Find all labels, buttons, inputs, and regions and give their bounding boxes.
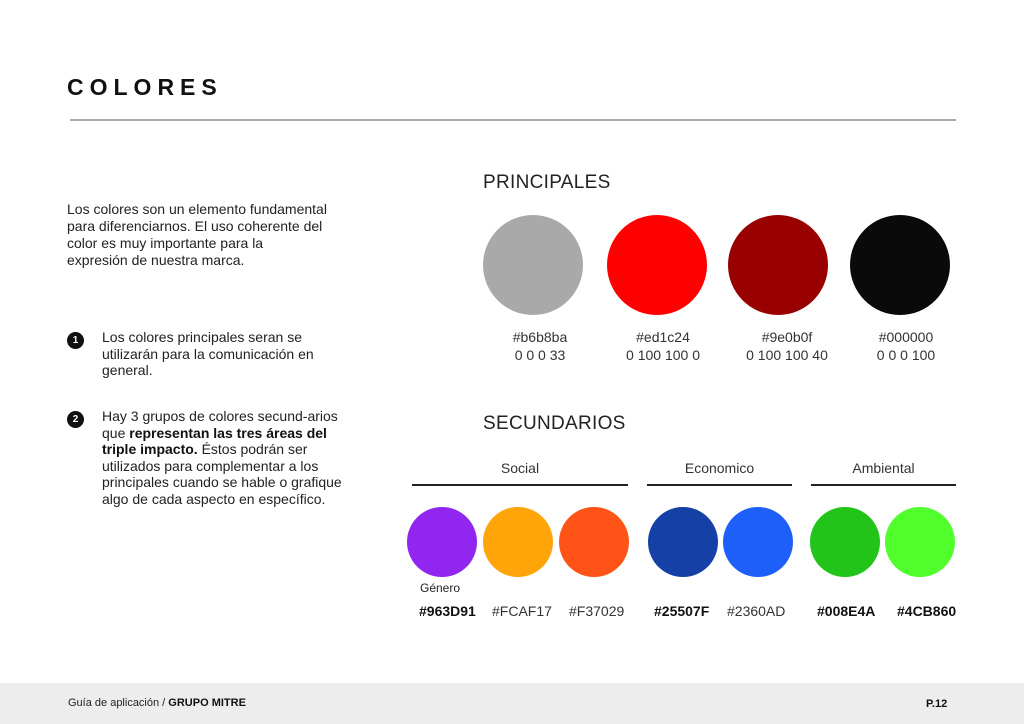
page-number: P.12: [926, 698, 948, 710]
title-divider: [70, 119, 956, 121]
bullet-text-1: Los colores principales seran se utilizarán para la comunicación en general.: [102, 329, 314, 378]
group-label-social: Social: [500, 460, 540, 476]
secundario-hex-1: #963D91: [419, 603, 476, 619]
principales-title: PRINCIPALES: [483, 172, 611, 193]
swatch-principal-2: [607, 215, 707, 315]
principal-label-2: [598, 328, 728, 364]
bullet-text-2-pre: Hay 3 grupos de colores secund-arios que: [102, 408, 338, 441]
swatch-secundario-2: [483, 507, 553, 577]
secundario-hex-2: #FCAF17: [492, 603, 552, 619]
genero-label: Género: [420, 581, 461, 595]
principal-hex-1: #b6b8ba: [512, 329, 568, 345]
principal-label-4: [841, 328, 971, 364]
swatch-secundario-1: [407, 507, 477, 577]
footer-brand: GRUPO MITRE: [168, 697, 246, 709]
principal-cmyk-3: 0 100 100 40: [746, 347, 828, 363]
group-label-economico: Economico: [684, 460, 755, 476]
bullet-text-2: [102, 408, 357, 507]
bullet-text-2-bold: representan las tres áreas del triple impacto.: [102, 424, 327, 457]
swatch-secundario-3: [559, 507, 629, 577]
principal-cmyk-2: 0 100 100 0: [626, 347, 700, 363]
secundarios-title: SECUNDARIOS: [483, 413, 626, 434]
swatch-principal-4: [850, 215, 950, 315]
number-badge-1: 1: [67, 332, 84, 349]
footer-credit: [68, 697, 246, 709]
swatch-principal-3: [728, 215, 828, 315]
swatch-secundario-6: [810, 507, 880, 577]
group-divider-ambiental: [811, 484, 956, 486]
intro-paragraph: Los colores son un elemento fundamental para diferenciarnos. El uso coherente del color es muy importante para la expresión de nuestra marca.: [67, 201, 327, 268]
secundario-hex-3: #F37029: [569, 603, 625, 619]
principal-cmyk-1: 0 0 0 33: [514, 347, 566, 363]
principal-hex-4: #000000: [878, 329, 934, 345]
principal-label-3: [722, 328, 852, 364]
swatch-secundario-7: [885, 507, 955, 577]
secundario-hex-6: #008E4A: [817, 603, 876, 619]
principal-cmyk-4: 0 0 0 100: [876, 347, 936, 363]
number-badge-2: 2: [67, 411, 84, 428]
swatch-secundario-4: [648, 507, 718, 577]
principal-hex-2: #ed1c24: [636, 329, 690, 345]
secundario-hex-7: #4CB860: [897, 603, 957, 619]
swatch-secundario-5: [723, 507, 793, 577]
group-label-ambiental: Ambiental: [852, 460, 915, 476]
secundario-hex-4: #25507F: [654, 603, 710, 619]
swatch-principal-1: [483, 215, 583, 315]
group-divider-social: [412, 484, 628, 486]
footer-guide-text: Guía de aplicación /: [68, 697, 169, 709]
principal-label-1: [475, 328, 605, 364]
page-title: COLORES: [67, 74, 223, 100]
secundario-hex-5: #2360AD: [727, 603, 786, 619]
bullet-text-2-post: Éstos podrán ser utilizados para complementar a los principales cuando se hable o grafique algo de cada aspecto en específico.: [102, 441, 342, 507]
principal-hex-3: #9e0b0f: [761, 329, 813, 345]
group-divider-economico: [647, 484, 792, 486]
